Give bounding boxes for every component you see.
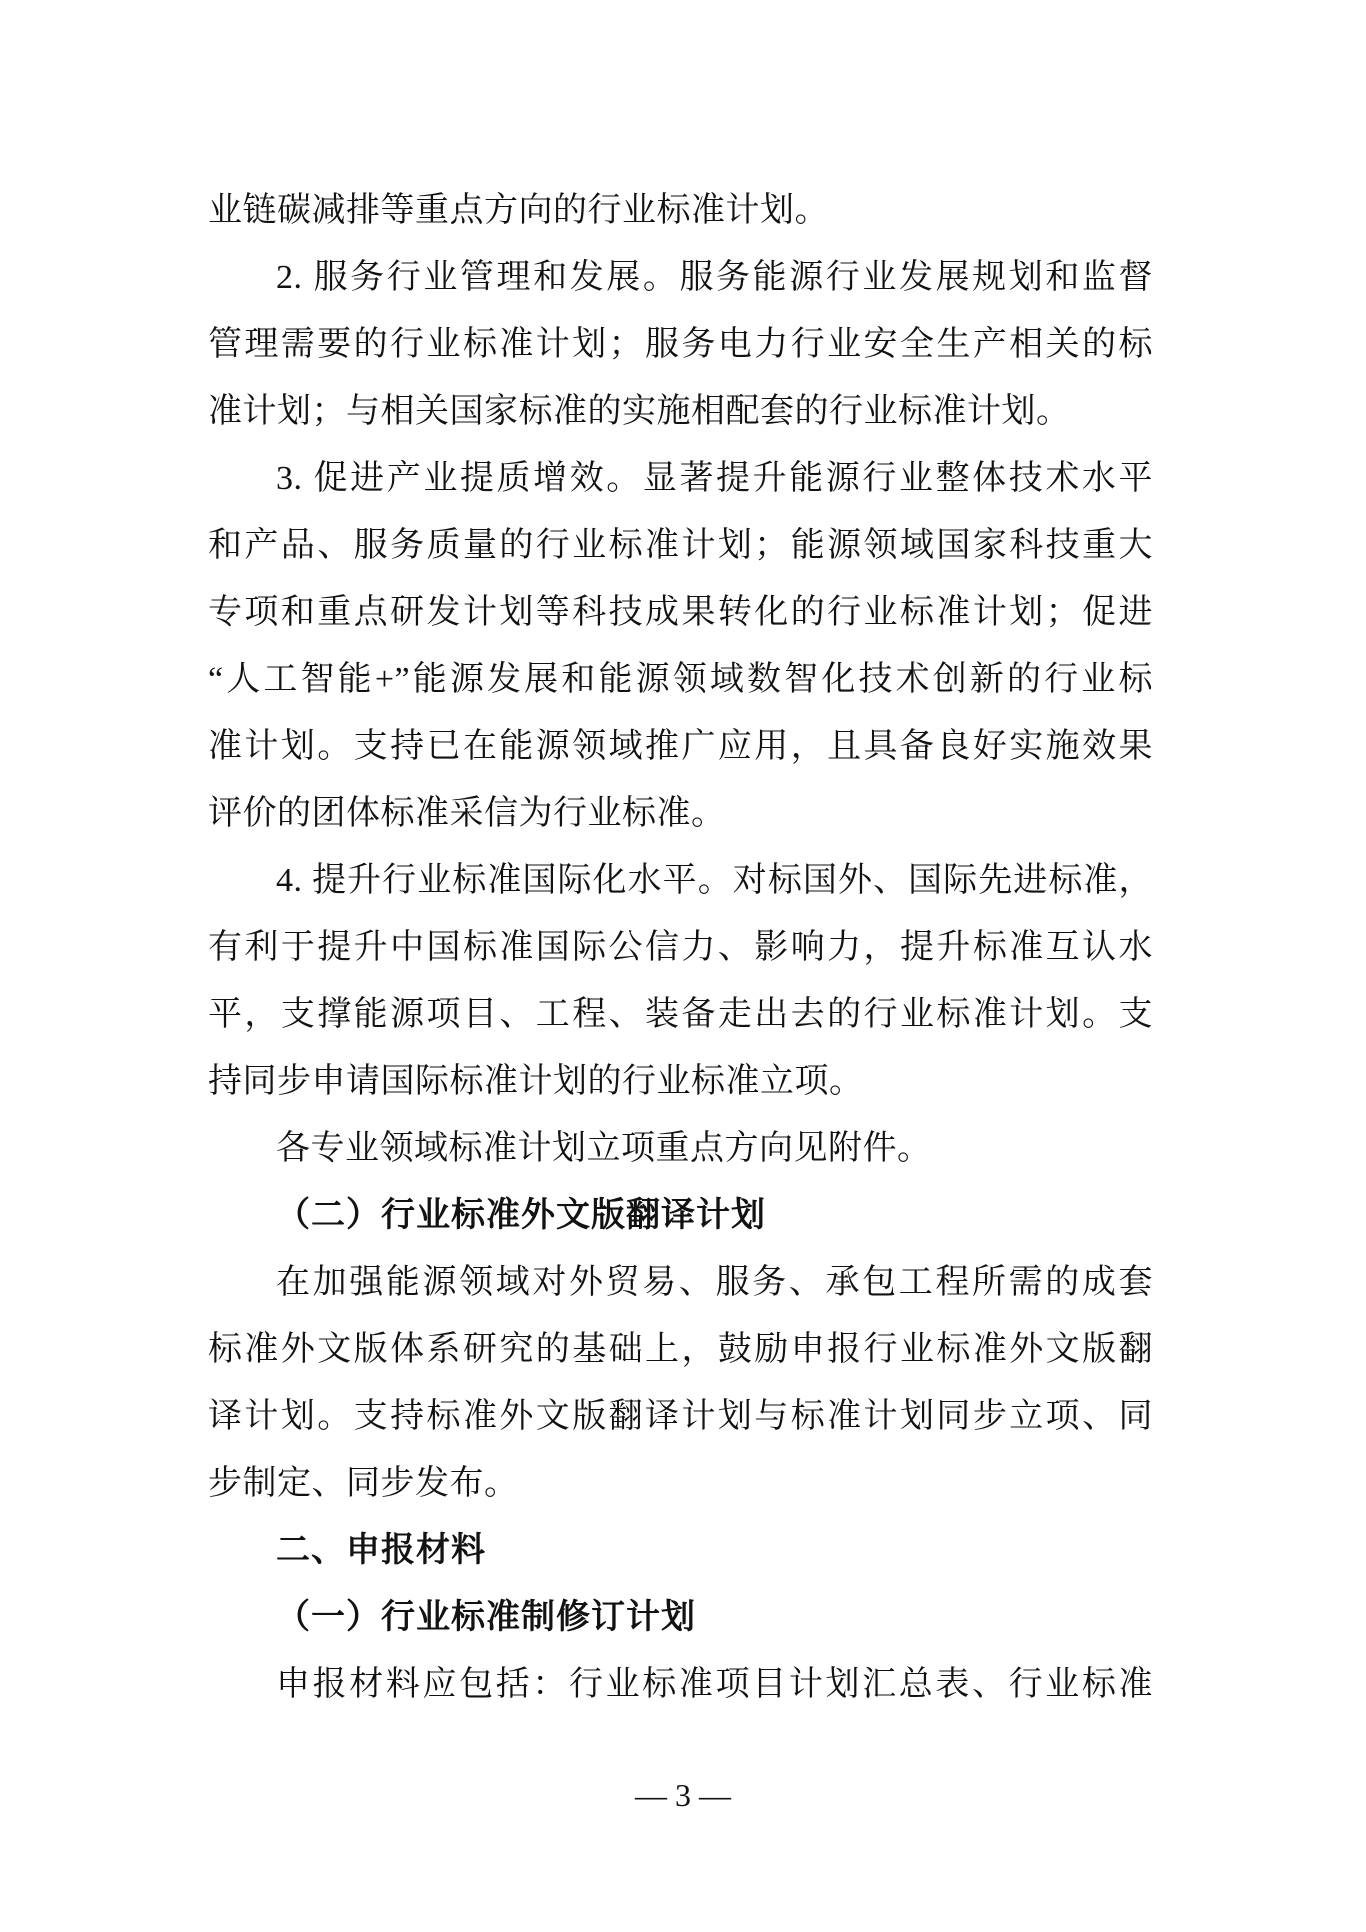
page-number: — 3 — [635,1777,731,1813]
body-line: 平，支撑能源项目、工程、装备走出去的行业标准计划。支 [208,996,1153,1033]
document-body [208,177,1153,1718]
body-line: 管理需要的行业标准计划；服务电力行业安全生产相关的标 [208,326,1153,363]
body-line: 申报材料应包括：行业标准项目计划汇总表、行业标准 [276,1666,1153,1703]
body-line: 2. 服务行业管理和发展。服务能源行业发展规划和监督 [276,259,1153,296]
body-line: 准计划；与相关国家标准的实施相配套的行业标准计划。 [208,393,1071,430]
body-line: 标准外文版体系研究的基础上，鼓励申报行业标准外文版翻 [208,1331,1153,1368]
heading-line: （二）行业标准外文版翻译计划 [276,1196,766,1234]
heading-line: 二、申报材料 [276,1531,486,1569]
body-line: 持同步申请国际标准计划的行业标准立项。 [208,1063,864,1100]
body-line: “人工智能+”能源发展和能源领域数智化技术创新的行业标 [208,661,1153,698]
body-line: 准计划。支持已在能源领域推广应用，且具备良好实施效果 [208,728,1153,765]
body-line: 步制定、同步发布。 [208,1465,519,1502]
body-line: 有利于提升中国标准国际公信力、影响力，提升标准互认水 [208,929,1153,966]
body-line: 在加强能源领域对外贸易、服务、承包工程所需的成套 [276,1264,1153,1301]
body-line: 各专业领域标准计划立项重点方向见附件。 [276,1130,932,1167]
body-line: 评价的团体标准采信为行业标准。 [208,795,726,832]
body-line: 和产品、服务质量的行业标准计划；能源领域国家科技重大 [208,527,1153,564]
heading-line: （一）行业标准制修订计划 [276,1598,696,1636]
body-line: 业链碳减排等重点方向的行业标准计划。 [208,192,829,229]
body-line: 专项和重点研发计划等科技成果转化的行业标准计划；促进 [208,594,1153,631]
body-line: 3. 促进产业提质增效。显著提升能源行业整体技术水平 [276,460,1153,497]
body-line: 4. 提升行业标准国际化水平。对标国外、国际先进标准， [276,862,1153,899]
body-line: 译计划。支持标准外文版翻译计划与标准计划同步立项、同 [208,1398,1153,1435]
